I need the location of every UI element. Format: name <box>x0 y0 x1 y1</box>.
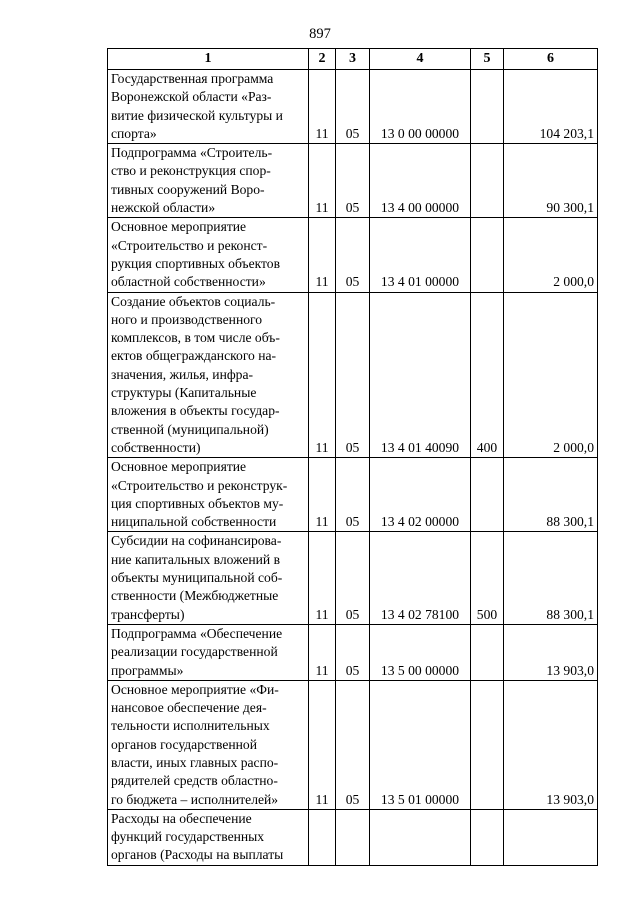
row-target-code-cell: 13 4 00 00000 <box>370 144 471 218</box>
budget-table <box>107 48 598 866</box>
row-subsection-cell: 05 <box>336 680 370 809</box>
row-section-cell: 11 <box>309 532 336 624</box>
row-name: Основное мероприятие «Фи- нансовое обеспечение дея- тельности исполнительных органов государственной власти, иных главных распо- рядителей средств областно- го бюджета – исполнителей» <box>111 681 279 807</box>
row-section-cell: 11 <box>309 218 336 292</box>
header-col-3: 3 <box>336 49 370 70</box>
row-subsection-cell <box>336 809 370 865</box>
row-target-code-cell: 13 4 02 00000 <box>370 458 471 532</box>
table-header-row <box>108 49 598 70</box>
row-name-cell <box>108 292 309 458</box>
table-row <box>108 218 598 292</box>
row-amount-cell <box>504 809 598 865</box>
row-section-cell: 11 <box>309 144 336 218</box>
row-subsection-cell: 05 <box>336 532 370 624</box>
table-row <box>108 144 598 218</box>
row-name: Субсидии на софинансирова- ние капитальных вложений в объекты муниципальной соб- ственности (Межбюджетные трансферты) <box>111 533 283 622</box>
row-section-cell: 11 <box>309 458 336 532</box>
row-expense-type-cell <box>471 218 504 292</box>
row-name-cell <box>108 809 309 865</box>
row-section-cell <box>309 809 336 865</box>
row-amount-cell: 90 300,1 <box>504 144 598 218</box>
row-expense-type-cell <box>471 70 504 144</box>
table-row <box>108 624 598 680</box>
row-name: Подпрограмма «Строитель- ство и реконструкция спор- тивных сооружений Воро- нежской области» <box>111 145 273 216</box>
row-name-cell <box>108 624 309 680</box>
row-amount-cell: 88 300,1 <box>504 458 598 532</box>
row-subsection-cell: 05 <box>336 624 370 680</box>
row-expense-type-cell: 500 <box>471 532 504 624</box>
row-name: Подпрограмма «Обеспечение реализации государственной программы» <box>111 625 283 678</box>
row-name-cell <box>108 458 309 532</box>
page-number: 897 <box>309 26 331 42</box>
row-amount-cell: 13 903,0 <box>504 624 598 680</box>
row-expense-type-cell: 400 <box>471 292 504 458</box>
row-subsection-cell: 05 <box>336 70 370 144</box>
row-target-code-cell: 13 4 01 40090 <box>370 292 471 458</box>
table-row <box>108 70 598 144</box>
header-col-5: 5 <box>471 49 504 70</box>
row-name-cell <box>108 70 309 144</box>
row-target-code-cell: 13 0 00 00000 <box>370 70 471 144</box>
row-expense-type-cell <box>471 680 504 809</box>
table-row <box>108 458 598 532</box>
header-col-2: 2 <box>309 49 336 70</box>
row-target-code-cell: 13 4 01 00000 <box>370 218 471 292</box>
row-name-cell <box>108 144 309 218</box>
table-row <box>108 680 598 809</box>
row-name: Расходы на обеспечение функций государственных органов (Расходы на выплаты <box>111 810 284 863</box>
row-subsection-cell: 05 <box>336 218 370 292</box>
row-amount-cell: 2 000,0 <box>504 292 598 458</box>
row-target-code-cell: 13 4 02 78100 <box>370 532 471 624</box>
row-name: Основное мероприятие «Строительство и реконст- рукция спортивных объектов областной собственности» <box>111 219 281 290</box>
row-target-code-cell: 13 5 01 00000 <box>370 680 471 809</box>
table-row <box>108 532 598 624</box>
header-col-4: 4 <box>370 49 471 70</box>
header-col-6: 6 <box>504 49 598 70</box>
row-name: Государственная программа Воронежской области «Раз- витие физической культуры и спорта» <box>111 71 283 141</box>
table-row <box>108 809 598 865</box>
row-name: Основное мероприятие «Строительство и реконструк- ция спортивных объектов му- ниципальной собственности <box>111 459 288 530</box>
row-name: Создание объектов социаль- ного и производственного комплексов, в том числе объ- ектов общегражданского на- значения, жилья, инфра- структуры (Капитальные вложения в объекты государ- ственной (муниципальной) собственности) <box>111 293 280 455</box>
row-name-cell <box>108 532 309 624</box>
row-section-cell: 11 <box>309 70 336 144</box>
row-amount-cell: 104 203,1 <box>504 70 598 144</box>
row-expense-type-cell <box>471 809 504 865</box>
row-amount-cell: 88 300,1 <box>504 532 598 624</box>
row-subsection-cell: 05 <box>336 458 370 532</box>
row-subsection-cell: 05 <box>336 144 370 218</box>
row-subsection-cell: 05 <box>336 292 370 458</box>
row-expense-type-cell <box>471 144 504 218</box>
row-section-cell: 11 <box>309 292 336 458</box>
row-expense-type-cell <box>471 624 504 680</box>
row-expense-type-cell <box>471 458 504 532</box>
header-col-1: 1 <box>108 49 309 70</box>
row-amount-cell: 2 000,0 <box>504 218 598 292</box>
row-section-cell: 11 <box>309 680 336 809</box>
row-name-cell <box>108 680 309 809</box>
row-target-code-cell: 13 5 00 00000 <box>370 624 471 680</box>
row-section-cell: 11 <box>309 624 336 680</box>
row-target-code-cell <box>370 809 471 865</box>
row-name-cell <box>108 218 309 292</box>
row-amount-cell: 13 903,0 <box>504 680 598 809</box>
table-row <box>108 292 598 458</box>
